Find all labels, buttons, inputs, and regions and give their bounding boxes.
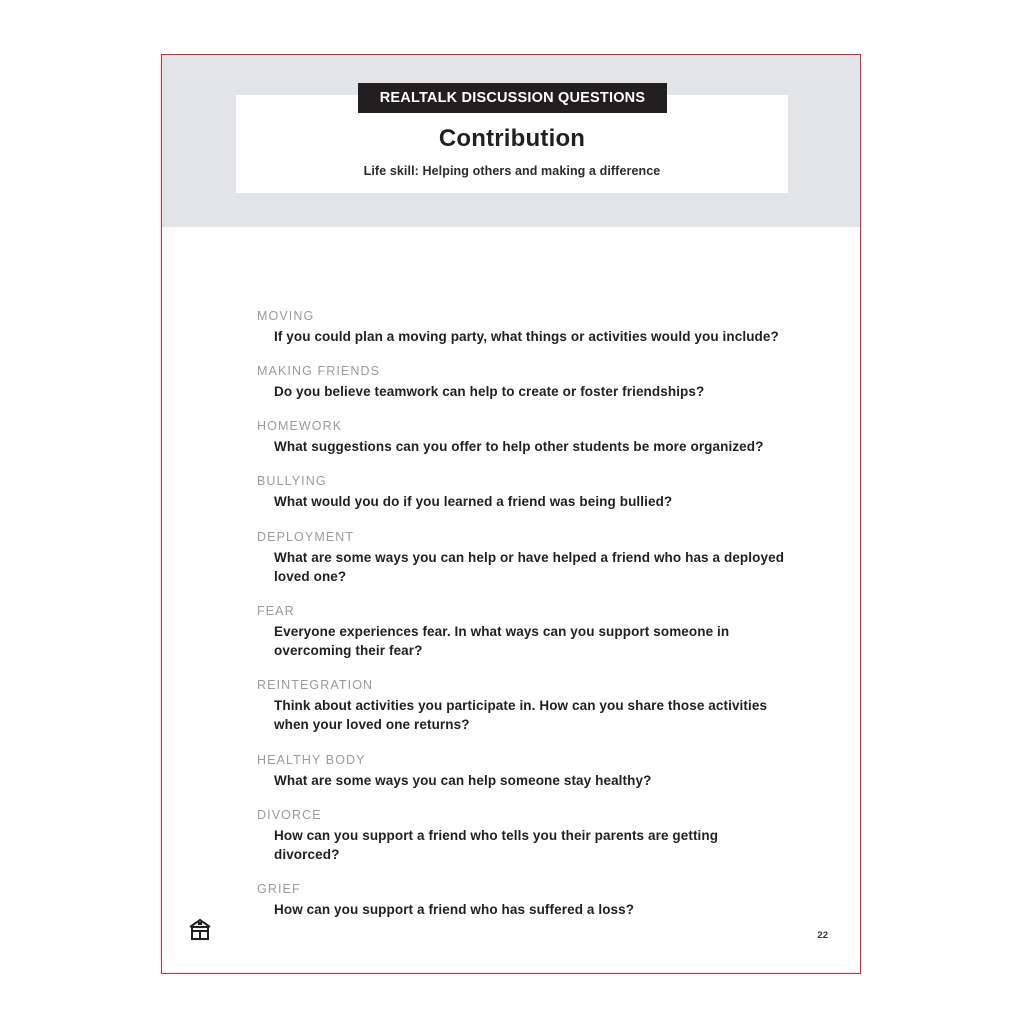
list-item [257, 753, 787, 790]
page-body [162, 227, 860, 973]
list-item [257, 530, 787, 586]
question-text: What would you do if you learned a friend was being bullied? [274, 494, 673, 510]
list-item [257, 604, 787, 660]
document-page [161, 54, 861, 974]
question-text: Do you believe teamwork can help to create or foster friendships? [274, 384, 705, 400]
page-header-band [162, 55, 860, 227]
topic-label: MOVING [257, 309, 315, 323]
topic-label: BULLYING [257, 474, 327, 489]
page-title: Contribution [438, 124, 586, 152]
list-item [257, 309, 787, 346]
question-text: Everyone experiences fear. In what ways can you support someone in overcoming their fear? [274, 623, 730, 659]
eyebrow-label: REALTALK DISCUSSION QUESTIONS [379, 90, 646, 106]
question-text: What are some ways you can help someone stay healthy? [274, 772, 652, 788]
list-item [257, 364, 787, 401]
question-text: What suggestions can you offer to help other students be more organized? [274, 439, 764, 455]
question-text: How can you support a friend who tells you their parents are getting divorced? [274, 827, 719, 862]
page-number: 22 [817, 930, 828, 941]
question-text: How can you support a friend who has suffered a loss? [274, 902, 635, 918]
topic-label: FEAR [257, 603, 295, 618]
list-item [257, 882, 787, 919]
eyebrow-banner [358, 83, 667, 113]
page-subtitle: Life skill: Helping others and making a difference [363, 163, 661, 178]
topic-label: GRIEF [257, 882, 301, 897]
question-text: What are some ways you can help or have helped a friend who has a deployed loved one? [274, 549, 785, 584]
topic-label: HEALTHY BODY [257, 752, 366, 767]
topic-label: HOMEWORK [257, 419, 343, 434]
list-item [257, 419, 787, 456]
topic-label: REINTEGRATION [257, 678, 374, 693]
house-logo-icon [187, 917, 213, 943]
topic-label: MAKING FRIENDS [257, 364, 381, 379]
question-text: If you could plan a moving party, what things or activities would you include? [274, 329, 779, 344]
list-item [257, 474, 787, 511]
topic-label: DIVORCE [257, 807, 322, 822]
topic-label: DEPLOYMENT [257, 529, 355, 544]
question-text: Think about activities you participate in. How can you share those activities when your loved one returns? [274, 698, 768, 733]
list-item [257, 808, 787, 864]
list-item [257, 678, 787, 734]
discussion-question-list [257, 309, 787, 937]
